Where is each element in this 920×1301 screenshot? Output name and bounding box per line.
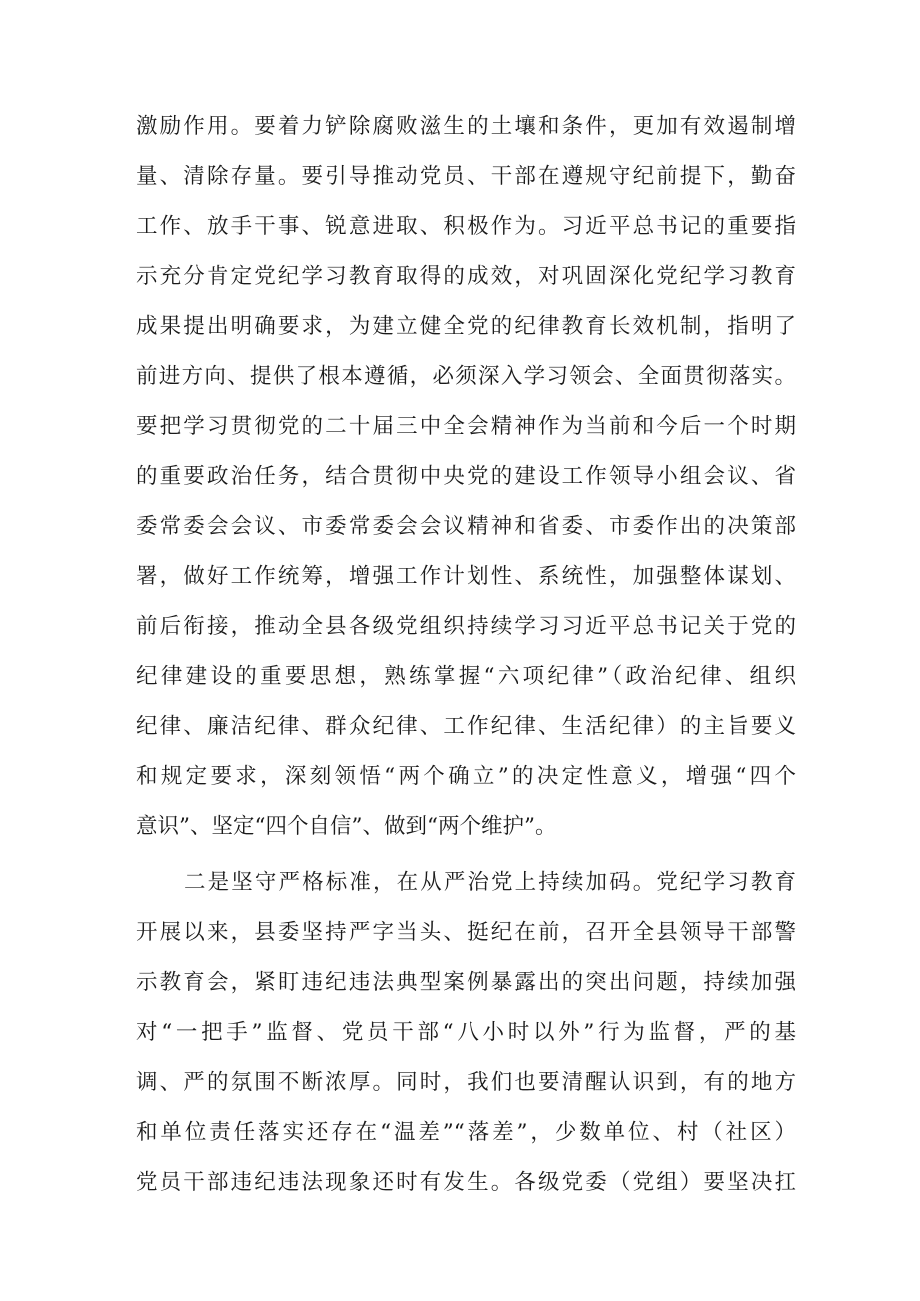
- text-line: 委常委会会议、市委常委会会议精神和省委、市委作出的决策部: [136, 514, 796, 539]
- text-line: 纪律、廉洁纪律、群众纪律、工作纪律、生活纪律）的主旨要义: [136, 714, 796, 739]
- text-line: 成果提出明确要求，为建立健全党的纪律教育长效机制，指明了: [136, 314, 796, 339]
- text-line: 对“一把手”监督、党员干部“八小时以外”行为监督，严的基: [136, 1020, 796, 1045]
- text-line: 要把学习贯彻党的二十届三中全会精神作为当前和今后一个时期: [136, 414, 796, 439]
- text-line: 署，做好工作统筹，增强工作计划性、系统性，加强整体谋划、: [136, 564, 796, 589]
- text-line: 开展以来，县委坚持严字当头、挺纪在前，召开全县领导干部警: [136, 920, 796, 945]
- text-line: 示充分肯定党纪学习教育取得的成效，对巩固深化党纪学习教育: [136, 264, 796, 289]
- text-line: 前进方向、提供了根本遵循，必须深入学习领会、全面贯彻落实。: [136, 364, 796, 389]
- text-line: 纪律建设的重要思想，熟练掌握“六项纪律”（政治纪律、组织: [136, 664, 796, 689]
- text-line: 工作、放手干事、锐意进取、积极作为。习近平总书记的重要指: [136, 214, 796, 239]
- text-line: 量、清除存量。要引导推动党员、干部在遵规守纪前提下，勤奋: [136, 164, 796, 189]
- text-line: 二是坚守严格标准，在从严治党上持续加码。党纪学习教育: [184, 870, 796, 895]
- text-line: 前后衔接，推动全县各级党组织持续学习习近平总书记关于党的: [136, 614, 796, 639]
- text-line: 的重要政治任务，结合贯彻中央党的建设工作领导小组会议、省: [136, 464, 796, 489]
- text-line: 党员干部违纪违法现象还时有发生。各级党委（党组）要坚决扛: [136, 1170, 796, 1195]
- text-line: 和单位责任落实还存在“温差”“落差”，少数单位、村（社区）: [136, 1120, 796, 1145]
- text-line: 激励作用。要着力铲除腐败滋生的土壤和条件，更加有效遏制增: [136, 114, 796, 139]
- text-line: 意识”、坚定“四个自信”、做到“两个维护”。: [136, 814, 557, 839]
- text-line: 示教育会，紧盯违纪违法典型案例暴露出的突出问题，持续加强: [136, 970, 796, 995]
- text-line: 调、严的氛围不断浓厚。同时，我们也要清醒认识到，有的地方: [136, 1070, 796, 1095]
- text-line: 和规定要求，深刻领悟“两个确立”的决定性意义，增强“四个: [136, 764, 796, 789]
